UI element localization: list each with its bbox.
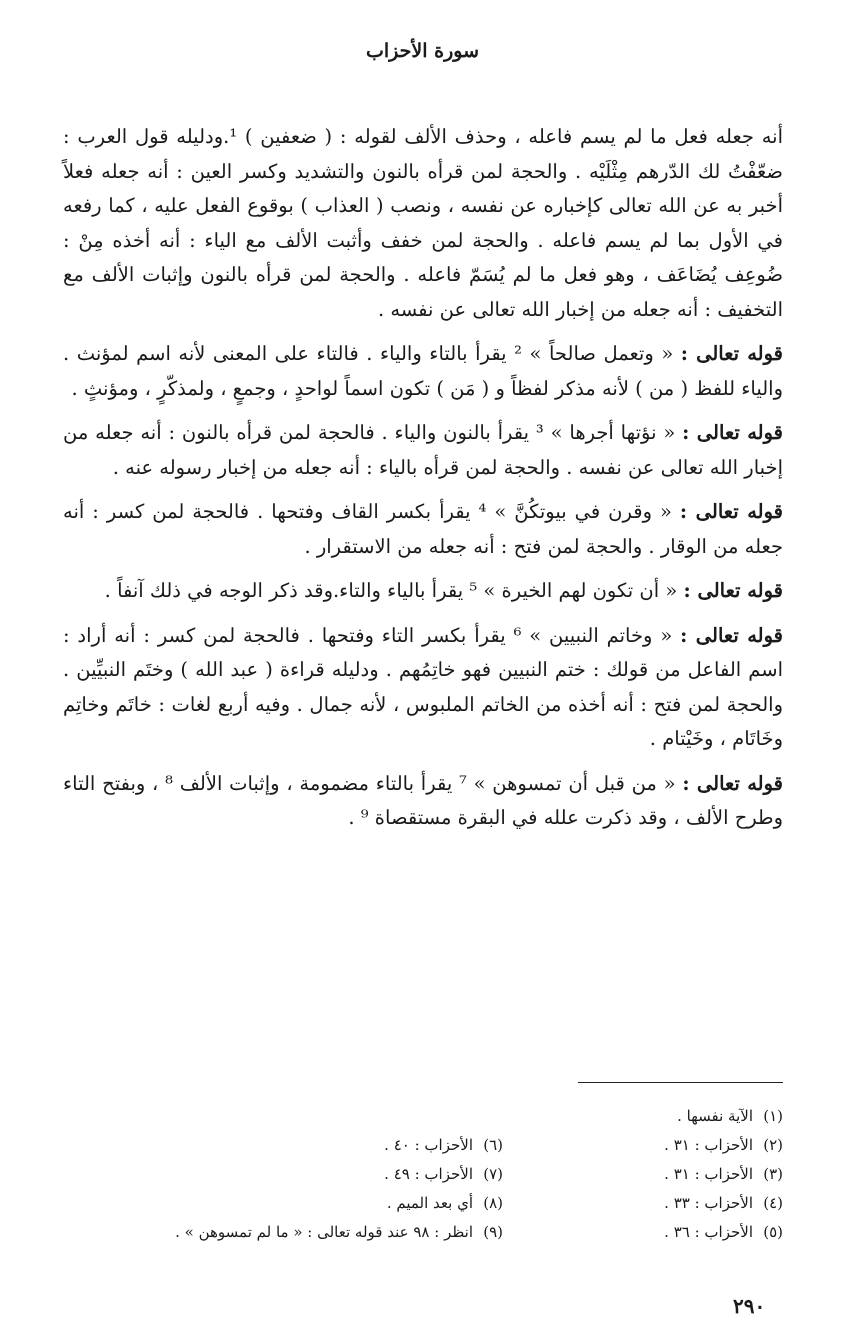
paragraph-lead: قوله تعالى : [680,342,783,365]
footnote-number: (٢) [763,1136,783,1154]
surah-title: سورة الأحزاب [366,40,479,62]
footnote-text: الأحزاب : ٣٣ . [664,1194,753,1212]
footnote-number: (١) [763,1107,783,1125]
paragraph [63,619,783,757]
paragraph [63,574,783,609]
footnote-number: (٥) [763,1223,783,1241]
footnote-text: الأحزاب : ٣٦ . [664,1223,753,1241]
footnote-text: الآية نفسها . [677,1107,753,1125]
paragraph-lead: قوله تعالى : [680,623,783,647]
paragraph-lead: قوله تعالى : [682,421,784,444]
page-header [0,40,845,62]
main-text [63,120,783,846]
paragraph-text: « من قبل أن تمسوهن » ⁷ يقرأ بالتاء مضمومة ، وإثبات الألف ⁸ ، وبفتح التاء وطرح الألف ، وقد ذكرت علله في البقرة مستقصاة ⁹ . [63,771,783,829]
paragraph [63,416,783,485]
footnote-text: الأحزاب : ٣١ . [664,1165,753,1183]
paragraph [63,120,783,327]
footnote-number: (٧) [483,1165,503,1183]
paragraph-lead: قوله تعالى : [682,771,783,795]
footnotes-column-right [583,1102,783,1247]
footnote [583,1102,783,1131]
footnote-number: (٣) [763,1165,783,1183]
footnote [583,1160,783,1189]
footnote-text: الأحزاب : ٣١ . [664,1136,753,1154]
paragraph [63,337,783,406]
paragraph-lead: قوله تعالى : [683,579,783,602]
paragraph-lead: قوله تعالى : [679,500,783,523]
paragraph-text: « وخاتم النبيين » ⁶ يقرأ بكسر التاء وفتحها . فالحجة لمن كسر : أنه أراد : اسم الفاعل من قولك : ختم النبيين فهو خاتِمُهم . ودليله قراءة ( عبد الله ) وختَم النبيِّين . والحجة لمن فتح : أنه أخذه من الخاتم الملبوس ، لأنه جمال . وفيه أربع لغات : خاتَم وخاتِم وخَاتَام ، وخَيْتام . [63,623,783,750]
footnote [583,1189,783,1218]
footnote [63,1131,503,1160]
footnote-number: (٤) [763,1194,783,1212]
paragraph-text: أنه جعله فعل ما لم يسم فاعله ، وحذف الألف لقوله : ( ضعفين ) ¹.ودليله قول العرب : ضعّفْتُ لك الدّرهم مِثْلَيْه . والحجة لمن قرأه بالنون والتشديد وكسر العين : أنه جعله فعلاً أخبر به عن الله تعالى كإخباره عن نفسه ، ونصب ( العذاب ) بوقوع الفعل عليه ، كما رفعه في الأول بما لم يسم فاعله . والحجة لمن خفف وأثبت الألف مع الياء : أنه أخذه مِنْ : ضُوعِف يُضَاعَف ، وهو فعل ما لم يُسَمّ فاعله . والحجة لمن قرأه بالنون وإثبات الألف مع التخفيف : أنه جعله من إخبار الله تعالى عن نفسه . [63,125,783,321]
footnote [63,1160,503,1189]
footnote-text: الأحزاب : ٤٠ . [384,1136,473,1154]
footnote [63,1189,503,1218]
footnote [63,1218,503,1247]
footnote-number: (٦) [483,1136,503,1154]
footnote [583,1218,783,1247]
footnote-divider [578,1082,783,1083]
page-number: ٢٩٠ [733,1294,766,1318]
footnotes-column-left [63,1131,503,1247]
footnote-text: انظر : ٩٨ عند قوله تعالى : « ما لم تمسوهن » . [175,1223,473,1241]
footnote-text: أي بعد الميم . [386,1194,473,1212]
paragraph [63,767,783,836]
paragraph-text: « وقرن في بيوتكُنَّ » ⁴ يقرأ بكسر القاف وفتحها . فالحجة لمن كسر : أنه جعله من الوقار . والحجة لمن فتح : أنه جعله من الاستقرار . [63,500,783,558]
paragraph-text: « نؤتها أجرها » ³ يقرأ بالنون والياء . فالحجة لمن قرأه بالنون : أنه جعله من إخبار الله تعالى عن نفسه . والحجة لمن قرأه بالياء : أنه جعله من إخبار رسوله عنه . [63,421,783,479]
footnote [583,1131,783,1160]
footnote-text: الأحزاب : ٤٩ . [384,1165,473,1183]
footnote-number: (٨) [483,1194,503,1212]
paragraph-text: « أن تكون لهم الخيرة » ⁵ يقرأ بالياء والتاء.وقد ذكر الوجه في ذلك آنفاً . [104,579,684,602]
footnote-number: (٩) [483,1223,503,1241]
paragraph-text: « وتعمل صالحاً » ² يقرأ بالتاء والياء . فالتاء على المعنى لأنه اسم لمؤنث . والياء للفظ ( من ) لأنه مذكر لفظاً و ( مَن ) تكون اسماً لواحدٍ ، وجمعٍ ، ولمذكّرٍ ، ومؤنثٍ . [63,342,783,400]
paragraph [63,495,783,564]
